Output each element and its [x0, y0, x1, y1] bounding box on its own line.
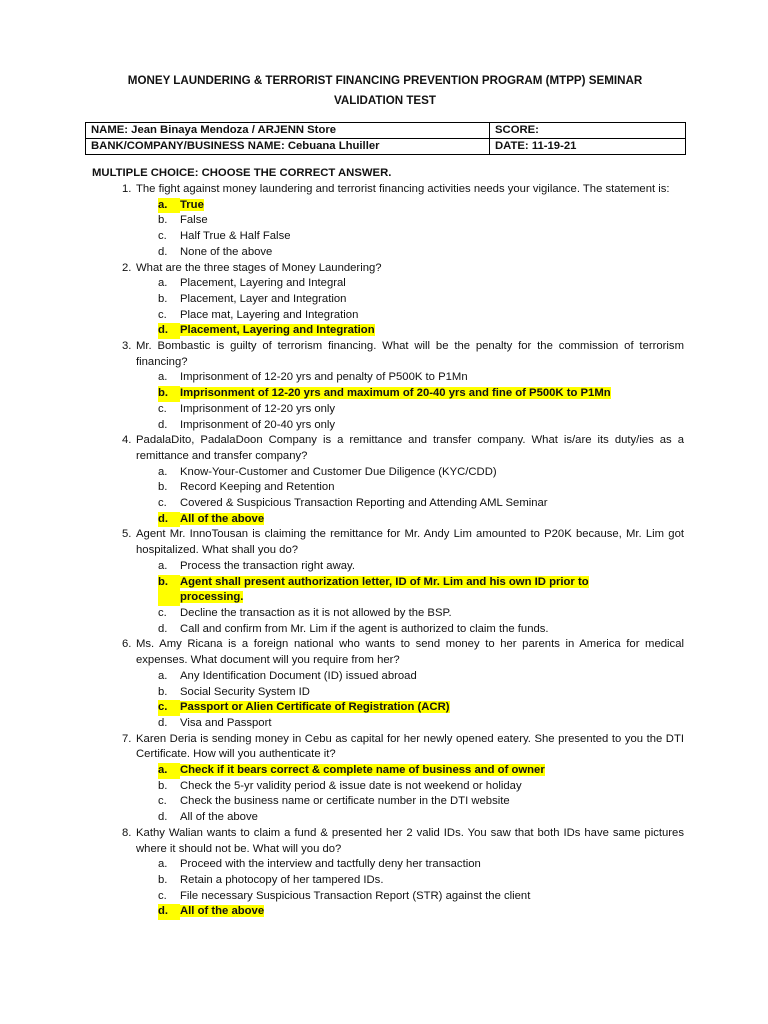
answer-option: [92, 480, 684, 496]
option-letter: c.: [158, 308, 167, 321]
question: [92, 826, 684, 857]
answer-option: [92, 622, 684, 638]
answer-option: [92, 308, 684, 324]
option-text: Social Security System ID: [180, 685, 310, 698]
option-letter: b.: [158, 575, 180, 606]
option-text-cell: [180, 292, 684, 308]
option-letter: c.: [158, 700, 180, 716]
answer-option: [92, 873, 684, 889]
option-letter: b.: [158, 779, 168, 792]
answer-option: [92, 229, 684, 245]
date-field: DATE: 11-19-21: [490, 139, 686, 155]
option-letter: c.: [158, 402, 167, 415]
option-text: Check the business name or certificate number in the DTI website: [180, 795, 510, 808]
answer-option-highlighted: [92, 323, 684, 339]
option-text: Imprisonment of 12-20 yrs only: [180, 402, 336, 415]
option-letter: b.: [158, 292, 168, 305]
option-text: Imprisonment of 12-20 yrs and penalty of P500K to P1Mn: [180, 371, 468, 384]
answer-option: [92, 794, 684, 810]
answer-option: [92, 810, 684, 826]
option-text-cell: [180, 873, 684, 889]
option-text: Half True & Half False: [180, 230, 291, 243]
answer-option-highlighted: [92, 575, 684, 606]
question-number: 6.: [122, 638, 132, 651]
option-text: False: [180, 214, 208, 227]
section-heading: MULTIPLE CHOICE: CHOOSE THE CORRECT ANSWER.: [92, 167, 392, 179]
option-text: Imprisonment of 20-40 yrs only: [180, 418, 336, 431]
score-field: SCORE:: [490, 123, 686, 139]
option-letter: d.: [158, 622, 168, 635]
question: [92, 637, 684, 668]
option-text: Placement, Layering and Integral: [180, 277, 346, 290]
option-letter: a.: [158, 371, 168, 384]
option-text: Place mat, Layering and Integration: [180, 308, 359, 321]
option-letter: d.: [158, 716, 168, 729]
question-text: Mr. Bombastic is guilty of terrorism financing. What will be the penalty for the commission of terrorism financing?: [136, 340, 684, 368]
question: [92, 339, 684, 370]
option-text-cell: [180, 622, 684, 638]
answer-option: [92, 685, 684, 701]
option-text: Retain a photocopy of her tampered IDs.: [180, 873, 384, 886]
option-text-cell: [180, 904, 684, 920]
answer-option: [92, 496, 684, 512]
option-text-cell: [180, 779, 684, 795]
option-text: Process the transaction right away.: [180, 559, 355, 572]
title-line-1: MONEY LAUNDERING & TERRORIST FINANCING PREVENTION PROGRAM (MTPP) SEMINAR: [127, 74, 643, 87]
option-text: Any Identification Document (ID) issued abroad: [180, 669, 417, 682]
answer-option-highlighted: [92, 512, 684, 528]
option-text: Check if it bears correct & complete name of business and of owner: [180, 764, 545, 777]
participant-info-table: [85, 122, 686, 155]
answer-option: [92, 402, 684, 418]
option-text-cell: [180, 386, 684, 402]
answer-option: [92, 889, 684, 905]
answer-option: [92, 418, 684, 434]
question-number-cell: [92, 527, 136, 558]
option-text: Know-Your-Customer and Customer Due Diligence (KYC/CDD): [180, 465, 497, 478]
option-text-cell: [180, 308, 684, 324]
option-letter: d.: [158, 245, 168, 258]
question-number-cell: [92, 637, 136, 668]
option-text-cell: [180, 245, 684, 261]
option-text: All of the above: [180, 512, 265, 525]
option-text-cell: [180, 402, 684, 418]
option-letter: d.: [158, 323, 180, 339]
option-letter: b.: [158, 214, 168, 227]
option-text-cell: [180, 606, 684, 622]
answer-option-highlighted: [92, 763, 684, 779]
document-title: [80, 71, 690, 111]
option-text: Passport or Alien Certificate of Registration (ACR): [180, 701, 450, 714]
question-number-cell: [92, 339, 136, 370]
option-text-cell: [180, 559, 684, 575]
option-text-cell: [180, 323, 684, 339]
option-letter: a.: [158, 763, 180, 779]
question-number-cell: [92, 261, 136, 277]
question-number: 7.: [122, 732, 132, 745]
answer-option: [92, 245, 684, 261]
question-number: 3.: [122, 340, 132, 353]
title-line-2: VALIDATION TEST: [334, 94, 436, 107]
option-text-cell: [180, 496, 684, 512]
option-text-cell: [180, 276, 684, 292]
option-letter: c.: [158, 606, 167, 619]
answer-option: [92, 779, 684, 795]
participant-name: NAME: Jean Binaya Mendoza / ARJENN Store: [86, 123, 490, 139]
option-text-cell: [180, 229, 684, 245]
question-number: 1.: [122, 183, 132, 195]
answer-option: [92, 292, 684, 308]
option-letter: b.: [158, 685, 168, 698]
answer-option-highlighted: [92, 198, 684, 214]
option-text: Imprisonment of 12-20 yrs and maximum of 20-40 yrs and fine of P500K to P1Mn: [180, 387, 611, 400]
option-text: Agent shall present authorization letter, ID of Mr. Lim and his own ID prior to: [180, 575, 589, 588]
option-text: None of the above: [180, 245, 273, 258]
question-number-cell: [92, 826, 136, 857]
question: [92, 433, 684, 464]
question-number: 8.: [122, 826, 132, 839]
option-text: Covered & Suspicious Transaction Reporting and Attending AML Seminar: [180, 497, 548, 510]
option-text-cell: [180, 700, 684, 716]
question-text: Kathy Walian wants to claim a fund & presented her 2 valid IDs. You saw that both IDs have same pictures where it should not be. What will you do?: [136, 826, 684, 855]
company-name: BANK/COMPANY/BUSINESS NAME: Cebuana Lhuiller: [86, 139, 490, 155]
answer-option: [92, 213, 684, 229]
option-text: Proceed with the interview and tactfully deny her transaction: [180, 858, 481, 871]
answer-option: [92, 716, 684, 732]
question: [92, 732, 684, 763]
question-number-cell: [92, 732, 136, 763]
question-number-cell: [92, 182, 136, 198]
option-letter: d.: [158, 418, 168, 431]
option-text: Check the 5-yr validity period & issue date is not weekend or holiday: [180, 779, 522, 792]
question-text: Karen Deria is sending money in Cebu as capital for her newly opened eatery. She presented to you the DTI Certificate. How will you authenticate it?: [136, 732, 684, 761]
option-letter: a.: [158, 198, 180, 214]
option-text-cell: [180, 370, 684, 386]
question: [92, 261, 684, 277]
answer-option: [92, 559, 684, 575]
option-text-cell: [180, 685, 684, 701]
option-text: All of the above: [180, 811, 258, 824]
option-text: Visa and Passport: [180, 716, 272, 729]
option-letter: d.: [158, 904, 180, 920]
option-letter: b.: [158, 481, 168, 494]
option-text-cell: [180, 763, 684, 779]
option-text: File necessary Suspicious Transaction Report (STR) against the client: [180, 889, 531, 902]
option-letter: d.: [158, 811, 168, 824]
option-text-cell: [180, 889, 684, 905]
question-number: 5.: [122, 528, 132, 541]
question-text: The fight against money laundering and terrorist financing activities needs your vigilance. The statement is:: [136, 183, 670, 195]
option-text: Placement, Layer and Integration: [180, 292, 347, 305]
option-letter: c.: [158, 230, 167, 243]
option-letter: a.: [158, 858, 168, 871]
question-text: Ms. Amy Ricana is a foreign national who wants to send money to her parents in America for medical expenses. What document will you require from her?: [136, 638, 684, 667]
option-text: True: [180, 198, 204, 211]
option-letter: a.: [158, 559, 168, 572]
option-text-cell: [180, 213, 684, 229]
question-number-cell: [92, 433, 136, 464]
answer-option: [92, 669, 684, 685]
option-letter: d.: [158, 512, 180, 528]
option-text: Decline the transaction as it is not allowed by the BSP.: [180, 606, 452, 619]
question-number: 4.: [122, 434, 132, 447]
option-letter: a.: [158, 465, 168, 478]
option-text-cell: [180, 575, 684, 606]
option-text: Record Keeping and Retention: [180, 481, 335, 494]
question: [92, 182, 684, 198]
option-text-cell: [180, 465, 684, 481]
option-text-cell: [180, 418, 684, 434]
question-text: What are the three stages of Money Laundering?: [136, 261, 382, 274]
option-text-cell: [180, 716, 684, 732]
option-text: All of the above: [180, 905, 265, 918]
question-text: PadalaDito, PadalaDoon Company is a remittance and transfer company. What is/are its duty/ies as a remittance and transfer company?: [136, 434, 684, 462]
option-letter: c.: [158, 497, 167, 510]
option-letter: b.: [158, 873, 168, 886]
question: [92, 527, 684, 558]
answer-option: [92, 465, 684, 481]
answer-option-highlighted: [92, 386, 684, 402]
option-text-cell: [180, 669, 684, 685]
option-letter: a.: [158, 277, 168, 290]
info-row-1: [86, 123, 686, 139]
option-text-cell: [180, 480, 684, 496]
answer-option: [92, 606, 684, 622]
question-number: 2.: [122, 261, 132, 274]
answer-option: [92, 276, 684, 292]
answer-option-highlighted: [92, 700, 684, 716]
answer-option: [92, 857, 684, 873]
option-text-cell: [180, 198, 684, 214]
option-text-cell: [180, 512, 684, 528]
option-letter: c.: [158, 889, 167, 902]
option-letter: a.: [158, 669, 168, 682]
answer-option: [92, 370, 684, 386]
question-list: [92, 182, 684, 920]
info-row-2: [86, 139, 686, 155]
option-text: Placement, Layering and Integration: [180, 324, 375, 337]
option-text-continued: processing.: [180, 591, 244, 604]
option-text-cell: [180, 810, 684, 826]
option-letter: b.: [158, 386, 180, 402]
question-text: Agent Mr. InnoTousan is claiming the remittance for Mr. Andy Lim amounted to P20K because, Mr. Lim got hospitalized. What shall you do?: [136, 528, 684, 557]
answer-option-highlighted: [92, 904, 684, 920]
option-text-cell: [180, 794, 684, 810]
option-letter: c.: [158, 795, 167, 808]
option-text-cell: [180, 857, 684, 873]
option-text: Call and confirm from Mr. Lim if the agent is authorized to claim the funds.: [180, 622, 549, 635]
